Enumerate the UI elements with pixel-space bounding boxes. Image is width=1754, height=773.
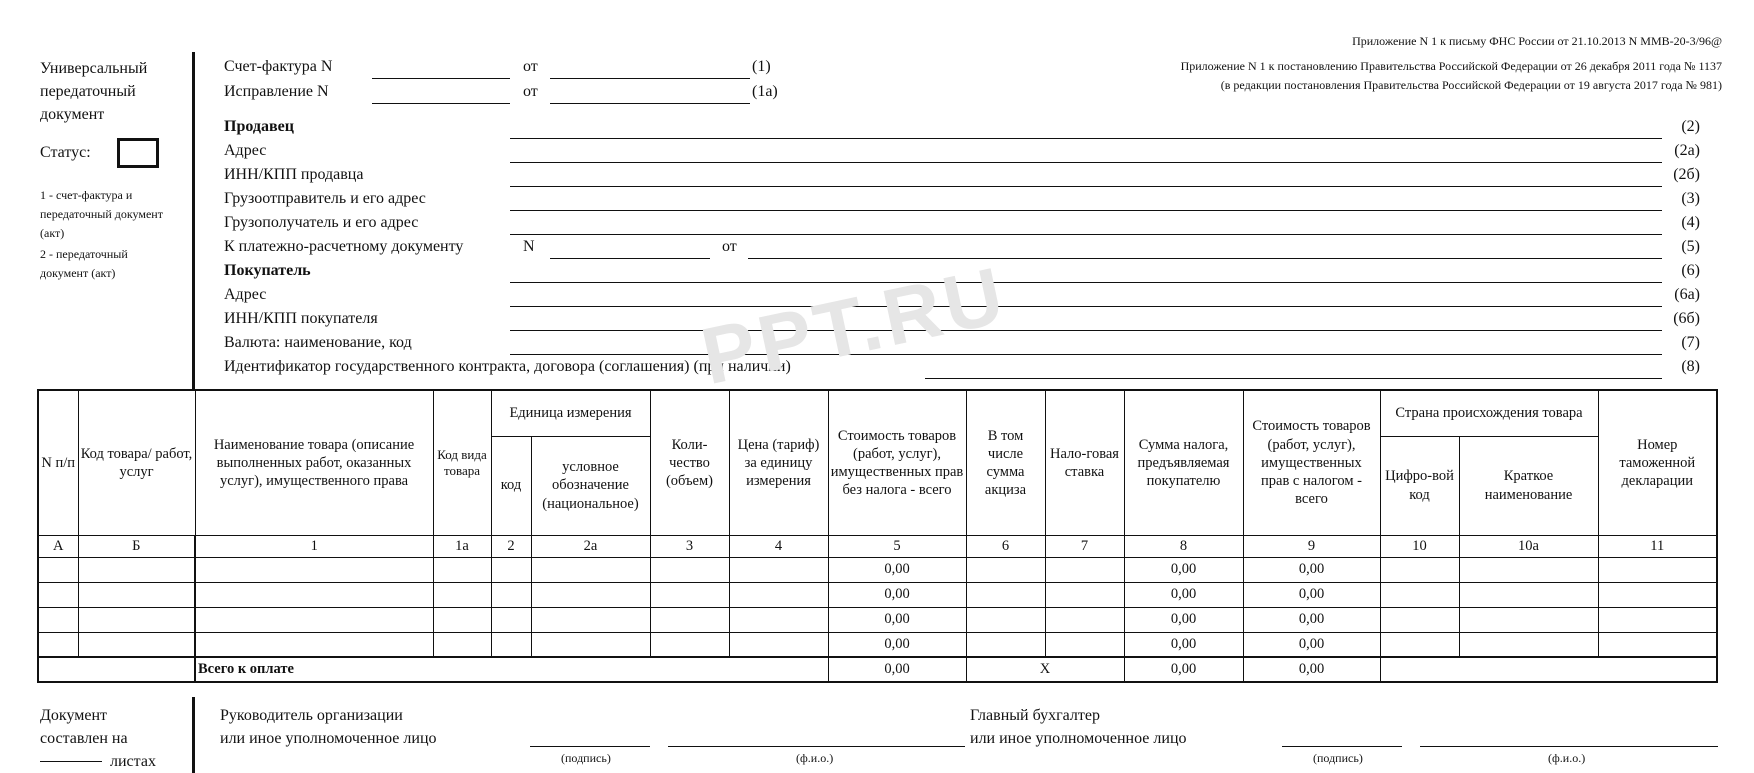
table-cell[interactable] <box>1045 607 1124 632</box>
correction-ref: (1а) <box>752 83 778 100</box>
table-cell[interactable] <box>1459 632 1598 657</box>
total-row <box>38 657 1717 682</box>
table-cell[interactable] <box>1045 557 1124 582</box>
head-signature-line: Руководитель организации <box>220 707 403 724</box>
table-cell[interactable] <box>491 557 531 582</box>
invoice-number-field[interactable] <box>372 78 510 79</box>
field-label: К платежно-расчетному документу <box>224 238 464 255</box>
cell-cost-with-tax[interactable]: 0,00 <box>1243 632 1380 657</box>
payment-doc-n-label: N <box>523 238 535 255</box>
column-number: 11 <box>1598 535 1717 557</box>
total-label: Всего к оплате <box>195 657 828 682</box>
status-notes <box>40 186 163 283</box>
status-input-box[interactable] <box>117 138 159 168</box>
total-tax-sum: 0,00 <box>1124 657 1243 682</box>
column-number: 10 <box>1380 535 1459 557</box>
total-cost-with-tax: 0,00 <box>1243 657 1380 682</box>
field-ref: (3) <box>1681 190 1700 207</box>
table-cell[interactable] <box>1045 632 1124 657</box>
table-cell[interactable] <box>433 582 491 607</box>
field-value-line[interactable] <box>510 210 1662 211</box>
cell-cost-with-tax[interactable]: 0,00 <box>1243 582 1380 607</box>
sheets-label: листах <box>110 753 156 770</box>
col-header-country-name: Краткое наименование <box>1459 436 1598 535</box>
invoice-ref: (1) <box>752 58 771 75</box>
payment-doc-date-field[interactable] <box>748 258 1662 259</box>
table-cell[interactable] <box>1598 582 1717 607</box>
col-header-customs: Номер таможенной декларации <box>1598 390 1717 535</box>
col-header-tax-rate: Нало-говая ставка <box>1045 390 1124 535</box>
column-number: 8 <box>1124 535 1243 557</box>
field-value-line[interactable] <box>510 162 1662 163</box>
table-cell[interactable] <box>38 632 78 657</box>
column-number: 6 <box>966 535 1045 557</box>
table-cell[interactable] <box>78 582 195 607</box>
sheets-note-line: Документ <box>40 707 108 724</box>
field-value-line[interactable] <box>510 306 1662 307</box>
left-separator-top <box>192 52 195 389</box>
field-ref: (6б) <box>1673 310 1700 327</box>
col-header-n: N п/п <box>38 390 78 535</box>
column-number: 2 <box>491 535 531 557</box>
col-header-name: Наименование товара (описание выполненных работ, оказанных услуг), имущественного права <box>195 390 433 535</box>
status-note-line: 1 - счет-фактура и <box>40 188 133 202</box>
table-cell[interactable] <box>729 607 828 632</box>
cell-tax-sum[interactable]: 0,00 <box>1124 607 1243 632</box>
column-number: 9 <box>1243 535 1380 557</box>
col-header-country-group: Страна происхождения товара <box>1380 390 1598 436</box>
head-fio-caption: (ф.и.о.) <box>796 751 834 765</box>
column-number: 2а <box>531 535 650 557</box>
table-cell[interactable] <box>1459 557 1598 582</box>
col-header-qty: Коли-чество (объем) <box>650 390 729 535</box>
field-ref: (7) <box>1681 334 1700 351</box>
table-cell[interactable] <box>195 582 433 607</box>
doc-title <box>40 57 147 126</box>
table-cell[interactable] <box>1598 557 1717 582</box>
head-signature-caption: (подпись) <box>561 751 611 765</box>
col-header-excise: В том числе сумма акциза <box>966 390 1045 535</box>
table-cell[interactable] <box>1598 632 1717 657</box>
cell-cost-with-tax[interactable]: 0,00 <box>1243 557 1380 582</box>
col-header-cost-no-tax: Стоимость товаров (работ, услуг), имущественных прав без налога - всего <box>828 390 966 535</box>
accountant-fio-field[interactable] <box>1420 746 1718 747</box>
cell-tax-sum[interactable]: 0,00 <box>1124 557 1243 582</box>
column-number: 5 <box>828 535 966 557</box>
column-number: А <box>38 535 78 557</box>
invoice-from-label: от <box>523 58 538 75</box>
column-number: Б <box>78 535 195 557</box>
field-label: Грузополучатель и его адрес <box>224 214 419 231</box>
table-cell[interactable] <box>491 582 531 607</box>
col-header-unit-code: код <box>491 436 531 535</box>
col-header-code: Код товара/ работ, услуг <box>78 390 195 535</box>
table-cell[interactable] <box>1380 632 1459 657</box>
field-ref: (2б) <box>1673 166 1700 183</box>
table-cell[interactable] <box>1598 607 1717 632</box>
invoice-label: Счет-фактура N <box>224 58 333 75</box>
correction-number-field[interactable] <box>372 103 510 104</box>
accountant-signature-line: или иное уполномоченное лицо <box>970 730 1187 747</box>
field-label: ИНН/КПП продавца <box>224 166 364 183</box>
col-header-price: Цена (тариф) за единицу измерения <box>729 390 828 535</box>
invoice-date-field[interactable] <box>550 78 750 79</box>
table-row <box>38 632 1717 657</box>
table-cell[interactable] <box>966 582 1045 607</box>
status-note-line: 2 - передаточный <box>40 247 128 261</box>
table-cell[interactable] <box>1380 582 1459 607</box>
cell-tax-sum[interactable]: 0,00 <box>1124 582 1243 607</box>
head-fio-field[interactable] <box>668 746 965 747</box>
field-label: Валюта: наименование, код <box>224 334 412 351</box>
col-header-unit-group: Единица измерения <box>491 390 650 436</box>
field-ref: (6а) <box>1674 286 1700 303</box>
cell-cost-no-tax[interactable]: 0,00 <box>828 607 966 632</box>
total-cost-no-tax: 0,00 <box>828 657 966 682</box>
field-label: Продавец <box>224 118 294 135</box>
table-cell[interactable] <box>966 557 1045 582</box>
column-number: 10а <box>1459 535 1598 557</box>
field-value-line[interactable] <box>510 354 1662 355</box>
head-signature-label <box>220 704 437 750</box>
field-label: Покупатель <box>224 262 311 279</box>
status-note-line: передаточный документ <box>40 207 163 221</box>
accountant-signature-field[interactable] <box>1282 746 1402 747</box>
field-value-line[interactable] <box>510 138 1662 139</box>
field-value-line[interactable] <box>510 234 1662 235</box>
table-cell[interactable] <box>433 557 491 582</box>
sheets-count-field[interactable] <box>40 761 102 762</box>
table-cell[interactable] <box>1380 607 1459 632</box>
table-cell[interactable] <box>491 632 531 657</box>
left-separator-bottom <box>192 697 195 773</box>
table-cell[interactable] <box>531 582 650 607</box>
payment-doc-number-field[interactable] <box>550 258 710 259</box>
doc-title-line: Универсальный <box>40 60 148 77</box>
table-cell[interactable] <box>650 557 729 582</box>
appendix-edition: (в редакции постановления Правительства Российской Федерации от 19 августа 2017 года № 981) <box>1220 78 1722 92</box>
field-label: ИНН/КПП покупателя <box>224 310 378 327</box>
column-number: 3 <box>650 535 729 557</box>
table-cell[interactable] <box>650 607 729 632</box>
col-header-tax-sum: Сумма налога, предъявляемая покупателю <box>1124 390 1243 535</box>
table-cell[interactable] <box>38 607 78 632</box>
payment-doc-from-label: от <box>722 238 737 255</box>
cell-cost-with-tax[interactable]: 0,00 <box>1243 607 1380 632</box>
correction-label: Исправление N <box>224 83 329 100</box>
table-row <box>38 607 1717 632</box>
table-body <box>38 557 1717 657</box>
table-cell[interactable] <box>1459 582 1598 607</box>
table-cell[interactable] <box>531 607 650 632</box>
accountant-fio-caption: (ф.и.о.) <box>1548 751 1586 765</box>
sheets-count-line <box>40 750 156 773</box>
col-header-country-code: Цифро-вой код <box>1380 436 1459 535</box>
field-label: Адрес <box>224 286 267 303</box>
doc-title-line: документ <box>40 106 105 123</box>
table-cell[interactable] <box>729 582 828 607</box>
accountant-signature-caption: (подпись) <box>1313 751 1363 765</box>
table-row <box>38 557 1717 582</box>
status-label: Статус: <box>40 144 91 161</box>
column-number: 1 <box>195 535 433 557</box>
field-ref: (8) <box>1681 358 1700 375</box>
status-note-line: (акт) <box>40 226 65 240</box>
table-cell[interactable] <box>195 632 433 657</box>
head-signature-field[interactable] <box>530 746 650 747</box>
column-number: 4 <box>729 535 828 557</box>
field-value-line[interactable] <box>510 330 1662 331</box>
table-cell[interactable] <box>531 557 650 582</box>
sheets-note <box>40 704 156 773</box>
field-ref: (2) <box>1681 118 1700 135</box>
column-number: 7 <box>1045 535 1124 557</box>
field-ref: (2а) <box>1674 142 1700 159</box>
table-cell[interactable] <box>38 582 78 607</box>
table-cell[interactable] <box>966 607 1045 632</box>
table-cell[interactable] <box>729 632 828 657</box>
status-note-line: документ (акт) <box>40 266 116 280</box>
doc-title-line: передаточный <box>40 83 136 100</box>
accountant-signature-label <box>970 704 1187 750</box>
total-blank <box>38 657 195 682</box>
table-cell[interactable] <box>531 632 650 657</box>
appendix-letter: Приложение N 1 к письму ФНС России от 21.10.2013 N ММВ-20-3/96@ <box>1352 34 1722 48</box>
correction-date-field[interactable] <box>550 103 750 104</box>
watermark: PPT.RU <box>694 249 1015 402</box>
table-cell[interactable] <box>650 632 729 657</box>
goods-table <box>37 389 1718 683</box>
field-label: Идентификатор государственного контракта, договора (соглашения) (при наличии) <box>224 358 791 375</box>
total-empty <box>1380 657 1717 682</box>
table-cell[interactable] <box>1380 557 1459 582</box>
table-row <box>38 582 1717 607</box>
accountant-signature-line: Главный бухгалтер <box>970 707 1100 724</box>
sheets-note-line: составлен на <box>40 730 128 747</box>
col-header-unit-name: условное обозначение (национальное) <box>531 436 650 535</box>
table-cell[interactable] <box>650 582 729 607</box>
correction-from-label: от <box>523 83 538 100</box>
table-cell[interactable] <box>195 607 433 632</box>
table-cell[interactable] <box>78 557 195 582</box>
table-cell[interactable] <box>195 557 433 582</box>
field-value-line[interactable] <box>925 378 1662 379</box>
field-value-line[interactable] <box>510 186 1662 187</box>
table-cell[interactable] <box>78 607 195 632</box>
table-cell[interactable] <box>966 632 1045 657</box>
field-value-line[interactable] <box>510 282 1662 283</box>
col-header-kind-code: Код вида товара <box>433 390 491 535</box>
field-ref: (5) <box>1681 238 1700 255</box>
field-ref: (6) <box>1681 262 1700 279</box>
cell-tax-sum[interactable]: 0,00 <box>1124 632 1243 657</box>
table-cell[interactable] <box>433 632 491 657</box>
table-cell[interactable] <box>433 607 491 632</box>
column-number: 1а <box>433 535 491 557</box>
table-cell[interactable] <box>1459 607 1598 632</box>
cell-cost-no-tax[interactable]: 0,00 <box>828 632 966 657</box>
cell-cost-no-tax[interactable]: 0,00 <box>828 582 966 607</box>
column-number-row <box>38 535 1717 557</box>
table-cell[interactable] <box>491 607 531 632</box>
table-cell[interactable] <box>729 557 828 582</box>
total-excise-x: X <box>966 657 1124 682</box>
col-header-cost-with-tax: Стоимость товаров (работ, услуг), имущественных прав с налогом - всего <box>1243 390 1380 535</box>
cell-cost-no-tax[interactable]: 0,00 <box>828 557 966 582</box>
field-label: Грузоотправитель и его адрес <box>224 190 426 207</box>
head-signature-line: или иное уполномоченное лицо <box>220 730 437 747</box>
table-cell[interactable] <box>38 557 78 582</box>
field-label: Адрес <box>224 142 267 159</box>
table-cell[interactable] <box>78 632 195 657</box>
appendix-decree: Приложение N 1 к постановлению Правительства Российской Федерации от 26 декабря 2011 года № 1137 <box>1180 59 1722 73</box>
field-ref: (4) <box>1681 214 1700 231</box>
table-cell[interactable] <box>1045 582 1124 607</box>
